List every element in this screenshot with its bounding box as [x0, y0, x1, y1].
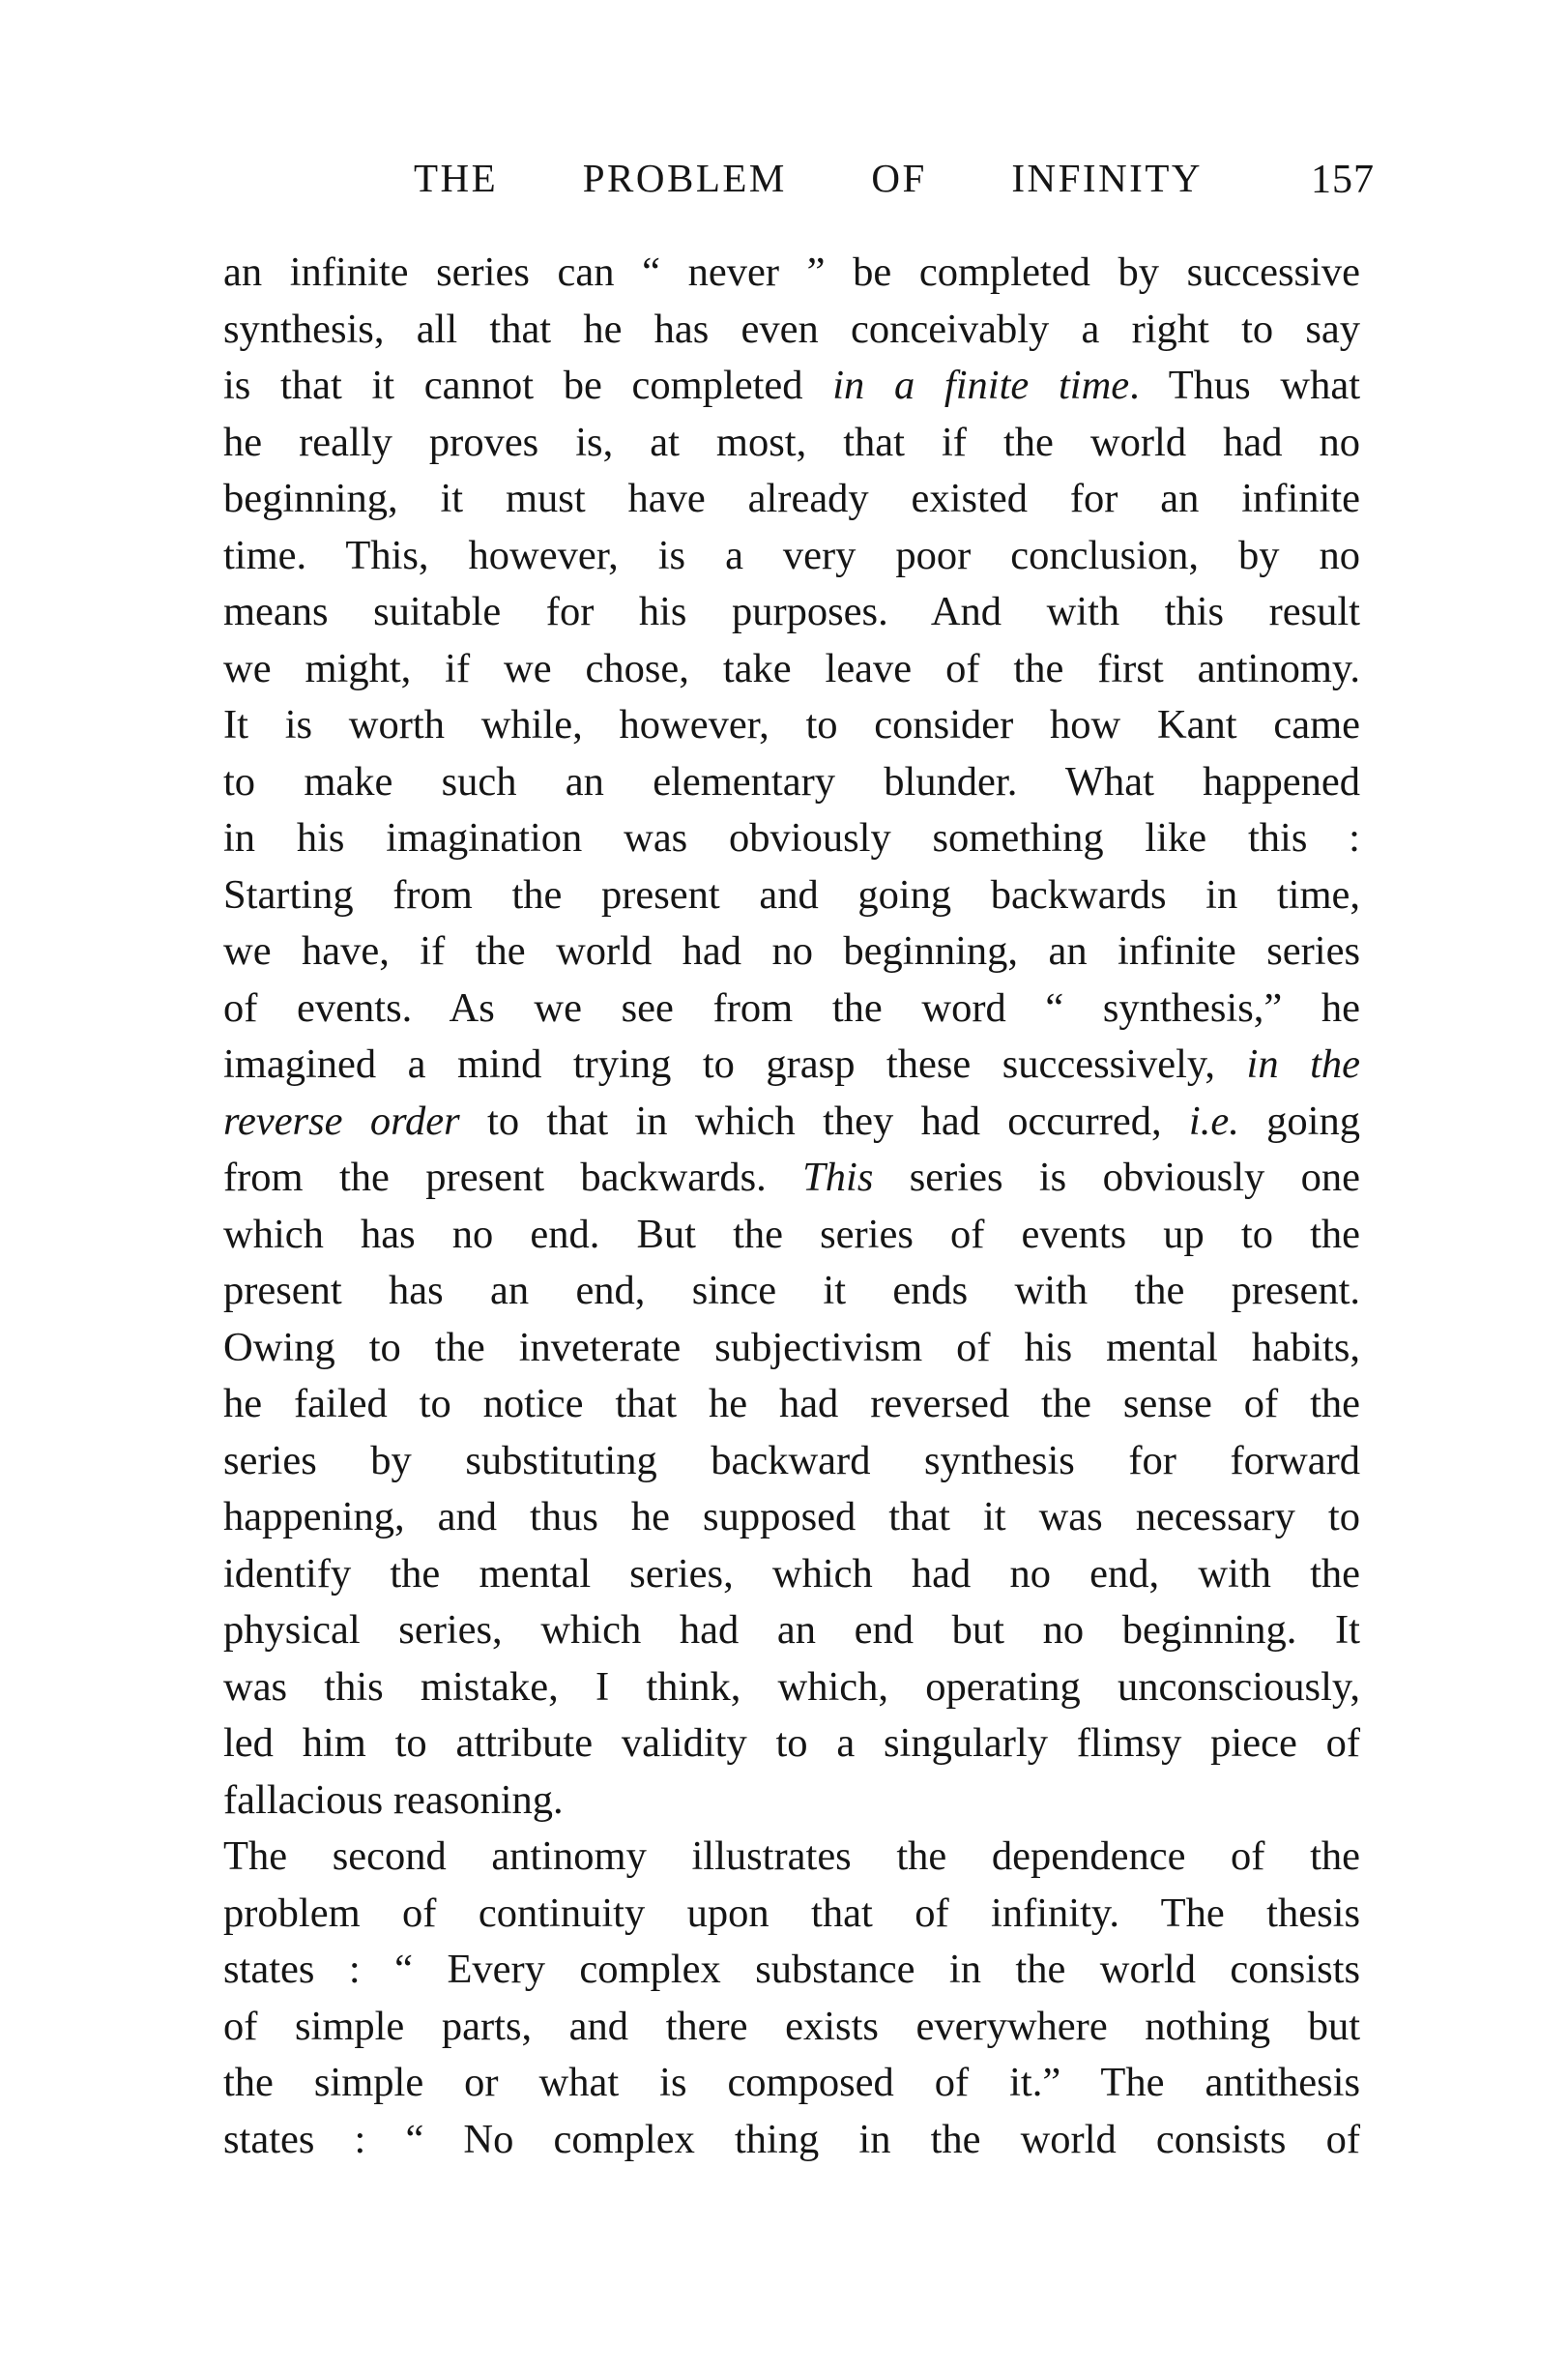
italic-text: This — [802, 1155, 874, 1200]
italic-text: in a finite time — [832, 363, 1130, 408]
text-line — [223, 1376, 1360, 1433]
text-segment: synthesis, all that he has even conceivably a right to say — [223, 306, 1360, 352]
text-segment: was this mistake, I think, which, operating unconsciously, — [223, 1663, 1360, 1710]
body-text — [223, 245, 1360, 2168]
text-line — [223, 1886, 1360, 1943]
text-segment: we have, if the world had no beginning, an infinite series — [223, 928, 1360, 974]
text-segment: identify the mental series, which had no end, with the — [223, 1550, 1360, 1597]
text-segment: to make such an elementary blunder. What happened — [223, 758, 1360, 805]
text-line — [223, 245, 1360, 302]
running-head-title: THE PROBLEM OF INFINITY — [414, 156, 1203, 200]
text-segment: of simple parts, and there exists everywhere nothing but — [223, 2003, 1360, 2049]
text-line — [223, 1037, 1360, 1094]
text-line — [223, 358, 1360, 415]
text-segment: an infinite series can “ never ” be completed by successive — [223, 249, 1360, 295]
text-line — [223, 1942, 1360, 1999]
text-line — [223, 1150, 1360, 1207]
text-line — [223, 1489, 1360, 1546]
italic-text: i.e. — [1188, 1098, 1239, 1144]
text-line — [223, 1602, 1360, 1659]
text-segment: going — [1238, 1098, 1360, 1144]
text-segment: he really proves is, at most, that if the world had no — [223, 419, 1360, 465]
text-line — [223, 1999, 1360, 2056]
text-line — [223, 810, 1360, 867]
text-segment: in his imagination was obviously something like this : — [223, 815, 1360, 861]
text-segment: fallacious reasoning. — [223, 1776, 564, 1823]
text-line — [223, 1659, 1360, 1716]
text-line — [223, 697, 1360, 754]
text-line — [223, 867, 1360, 924]
page-number: 157 — [1311, 158, 1375, 202]
text-segment: to that in which they had occurred, — [459, 1098, 1189, 1144]
text-line — [223, 981, 1360, 1038]
text-segment: of events. As we see from the word “ synthesis,” he — [223, 984, 1360, 1031]
text-line — [223, 641, 1360, 698]
text-line — [223, 584, 1360, 641]
text-segment: from the present backwards. — [223, 1155, 803, 1200]
text-segment: problem of continuity upon that of infinity. The thesis — [223, 1890, 1360, 1936]
italic-text: in the — [1246, 1041, 1360, 1087]
text-segment: beginning, it must have already existed for an infinite — [223, 476, 1360, 521]
text-segment: led him to attribute validity to a singularly flimsy piece of — [223, 1720, 1360, 1766]
text-segment: states : “ No complex thing in the world consists of — [223, 2116, 1360, 2162]
text-segment: The second antinomy illustrates the dependence of the — [223, 1833, 1360, 1879]
text-line — [223, 1773, 1360, 1830]
text-line — [223, 471, 1360, 528]
text-segment: states : “ Every complex substance in the world consists — [223, 1947, 1360, 1992]
text-line — [223, 1829, 1360, 1886]
text-segment: happening, and thus he supposed that it was necessary to — [223, 1494, 1360, 1539]
text-line — [223, 1320, 1360, 1377]
text-line — [223, 923, 1360, 981]
text-line — [223, 754, 1360, 811]
text-line — [223, 1094, 1360, 1151]
text-segment: series is obviously one — [873, 1155, 1360, 1200]
text-segment: series by substituting backward synthesis for forward — [223, 1437, 1360, 1483]
text-segment: is that it cannot be completed — [223, 363, 833, 408]
text-segment: Starting from the present and going backwards in time, — [223, 871, 1360, 918]
text-line — [223, 1715, 1360, 1773]
text-segment: the simple or what is composed of it.” The antithesis — [223, 2060, 1360, 2105]
text-segment: which has no end. But the series of events up to the — [223, 1211, 1360, 1257]
text-line — [223, 528, 1360, 585]
text-line — [223, 1207, 1360, 1264]
text-line — [223, 1263, 1360, 1320]
text-segment: Owing to the inveterate subjectivism of his mental habits, — [223, 1324, 1360, 1370]
text-segment: present has an end, since it ends with the present. — [223, 1268, 1360, 1313]
text-line — [223, 2112, 1360, 2169]
text-segment: . Thus what — [1129, 363, 1361, 408]
text-segment: imagined a mind trying to grasp these successively, — [223, 1041, 1247, 1087]
text-line — [223, 1546, 1360, 1603]
text-segment: he failed to notice that he had reversed the sense of the — [223, 1381, 1360, 1426]
text-line — [223, 302, 1360, 359]
text-segment: we might, if we chose, take leave of the first antinomy. — [223, 645, 1360, 691]
text-line — [223, 1433, 1360, 1490]
text-line — [223, 2055, 1360, 2112]
italic-text: reverse order — [223, 1098, 460, 1144]
text-segment: physical series, which had an end but no beginning. It — [223, 1607, 1360, 1653]
text-segment: time. This, however, is a very poor conclusion, by no — [223, 532, 1360, 578]
text-line — [223, 415, 1360, 472]
text-segment: means suitable for his purposes. And with this result — [223, 589, 1360, 634]
text-segment: It is worth while, however, to consider how Kant came — [223, 702, 1360, 747]
